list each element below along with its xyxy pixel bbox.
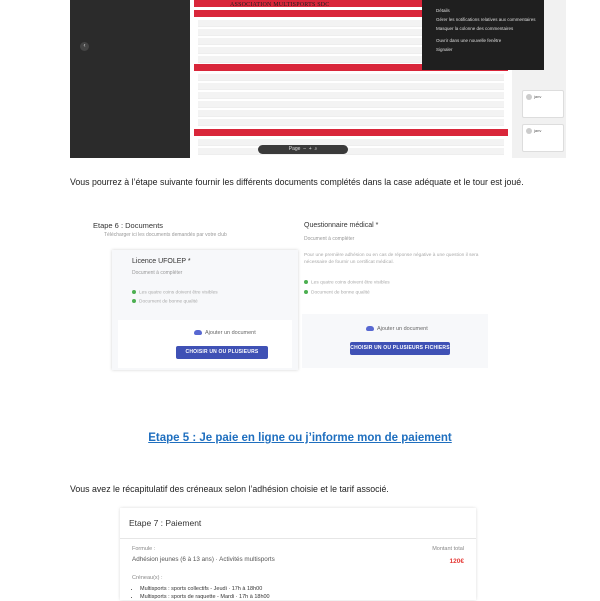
questionnaire-card <box>302 218 488 370</box>
chevron-left-icon[interactable]: ‹ <box>80 42 89 51</box>
licence-title: Licence UFOLEP * <box>132 258 191 265</box>
questionnaire-choose-files-button[interactable]: CHOISIR UN OU PLUSIEURS FICHIERS <box>350 342 450 355</box>
page-toolbar[interactable]: Page – + ⌕ <box>258 145 348 154</box>
menu-item-details[interactable]: Détails <box>436 8 450 13</box>
paragraph-documents: Vous pourrez à l’étape suivante fournir les différents documents complétés dans la case adéquate et le tour est joué. <box>70 177 524 187</box>
step6-documents <box>90 218 510 378</box>
licence-upload-label: Ajouter un document <box>194 330 256 336</box>
licence-upload-zone[interactable] <box>118 320 292 368</box>
comment-author: janv <box>534 128 542 133</box>
check-dot-icon <box>132 290 136 294</box>
step6-title: Etape 6 : Documents <box>93 221 164 230</box>
cloud-upload-icon <box>366 326 374 331</box>
cloud-upload-icon <box>194 330 202 335</box>
check-dot-icon <box>304 280 308 284</box>
licence-check-quality: Document de bonne qualité <box>132 299 198 304</box>
menu-item-hide-comments[interactable]: Masquer la colonne des commentaires <box>436 26 514 31</box>
toolbar-page-label: Page <box>288 146 301 152</box>
questionnaire-description: Pour une première adhésion ou en cas de réponse négative à une question il sera nécessaire de fournir un certificat médical. <box>304 253 479 265</box>
licence-check-corners: Les quatre coins doivent être visibles <box>132 290 218 295</box>
check-dot-icon <box>132 299 136 303</box>
list-item: • Multisports : sports de raquette - Mardi · 17h à 18h00 <box>140 593 270 601</box>
organisation-name: ASSOCIATION MULTISPORTS SDC <box>230 2 330 8</box>
questionnaire-upload-label: Ajouter un document <box>366 326 428 332</box>
step6-subtitle: Télécharger ici les documents demandés par votre club <box>104 232 227 238</box>
questionnaire-title: Questionnaire médical * <box>304 222 379 229</box>
paragraph-summary: Vous avez le récapitulatif des créneaux selon l’adhésion choisie et le tarif associé. <box>70 484 389 494</box>
step7-payment <box>120 508 476 600</box>
divider <box>120 538 476 539</box>
licence-status: Document à compléter <box>132 270 183 276</box>
formule-value: Adhésion jeunes (6 à 13 ans) · Activités multisports <box>132 556 275 563</box>
comment-author: janv <box>534 94 542 99</box>
step5-heading: Etape 5 : Je paie en ligne ou j’informe mon de paiement <box>148 432 452 444</box>
avatar <box>526 94 532 100</box>
questionnaire-status: Document à compléter <box>304 236 355 242</box>
creneaux-label: Créneau(x) : <box>132 575 163 581</box>
list-item: • Multisports : sports collectifs - Jeudi · 17h à 18h00 <box>140 585 270 593</box>
comment-card[interactable] <box>522 124 564 152</box>
questionnaire-check-corners: Les quatre coins doivent être visibles <box>304 280 390 285</box>
questionnaire-upload-zone[interactable] <box>302 314 488 368</box>
menu-item-report[interactable]: Signaler <box>436 47 453 52</box>
formule-label: Formule : <box>132 546 156 552</box>
comment-card[interactable] <box>522 90 564 118</box>
licence-choose-files-button[interactable]: CHOISIR UN OU PLUSIEURS FICHIERS <box>176 346 268 359</box>
avatar <box>526 128 532 134</box>
questionnaire-check-quality: Document de bonne qualité <box>304 290 370 295</box>
total-label: Montant total <box>432 546 464 552</box>
menu-item-new-window[interactable]: Ouvrir dans une nouvelle fenêtre <box>436 38 502 43</box>
menu-item-notifications[interactable]: Gérer les notifications relatives aux commentaires <box>436 17 536 22</box>
form-screenshot <box>70 0 566 158</box>
check-dot-icon <box>304 290 308 294</box>
total-value: 120€ <box>449 558 464 565</box>
creneaux-list <box>132 585 270 601</box>
licence-card <box>112 250 298 370</box>
step7-title: Etape 7 : Paiement <box>129 518 202 528</box>
context-menu <box>422 0 544 70</box>
